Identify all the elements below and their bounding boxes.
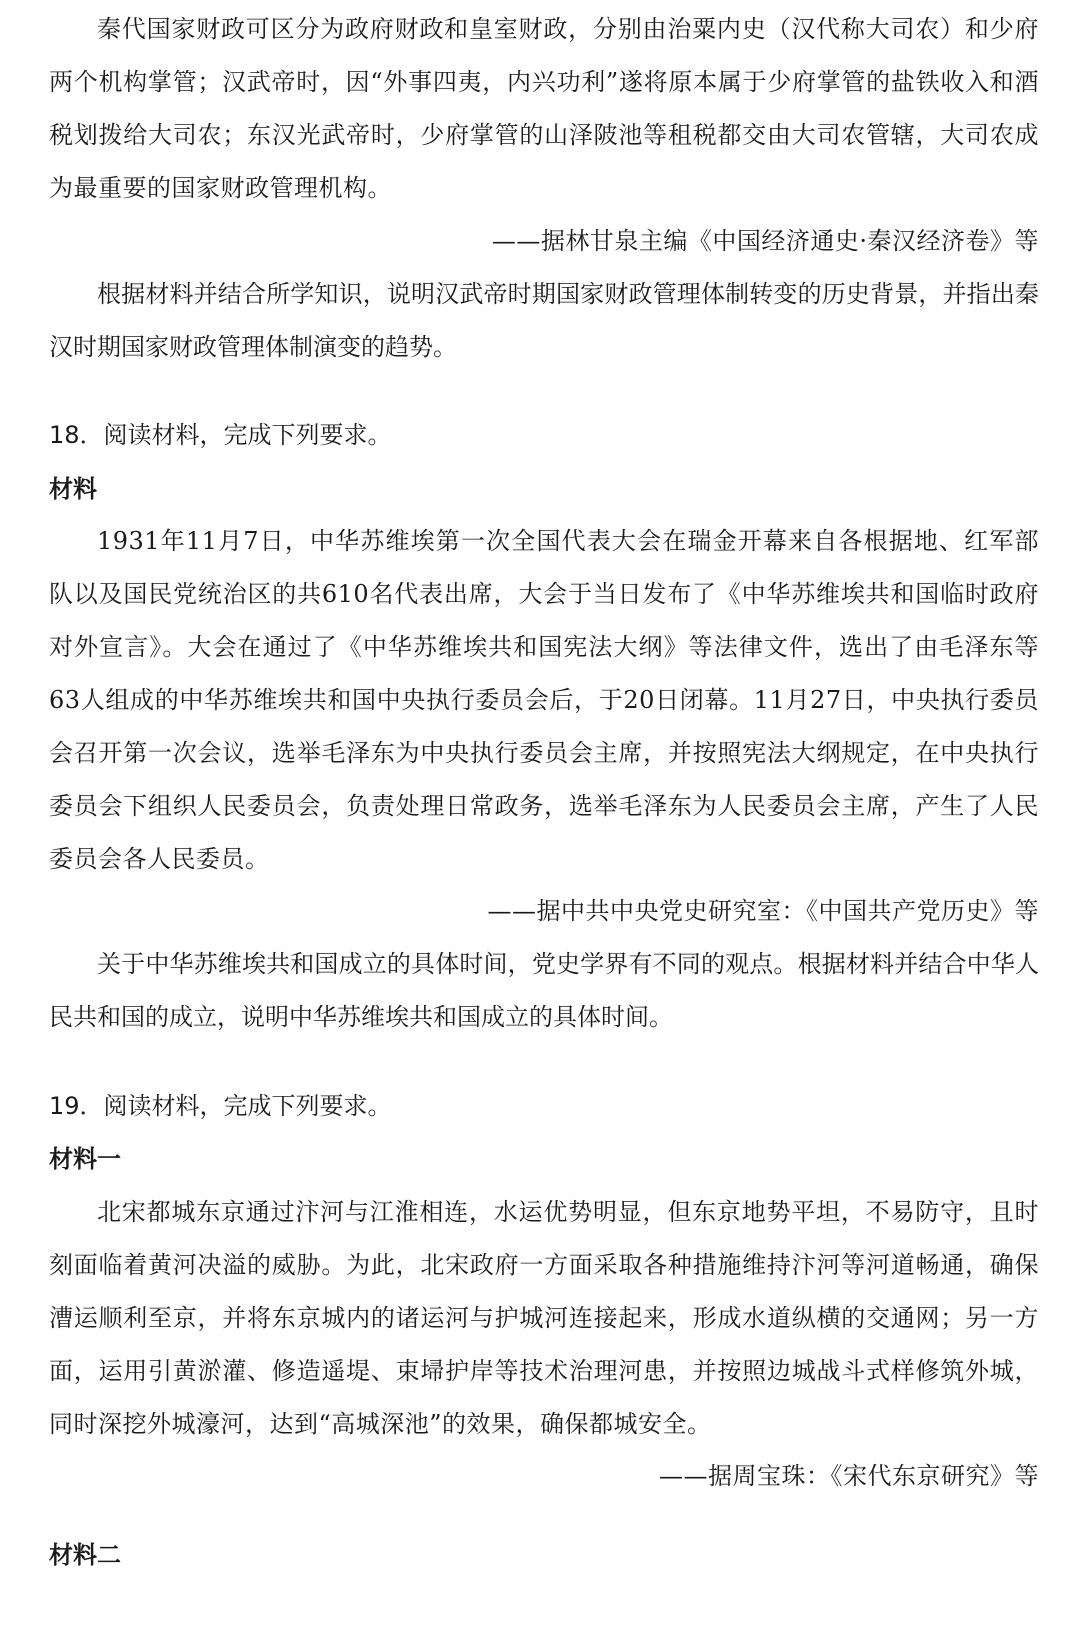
q18-heading: 18．阅读材料，完成下列要求。	[49, 421, 392, 449]
q18-task: 关于中华苏维埃共和国成立的具体时间，党史学界有不同的观点。根据材料并结合中华人民共和国的成立，说明中华苏维埃共和国成立的具体时间。	[49, 950, 1039, 1031]
q19-label1-block	[49, 1133, 1039, 1186]
q19-label2-block	[49, 1529, 1039, 1582]
q19-source1-block	[49, 1450, 1039, 1503]
q17-task: 根据材料并结合所学知识，说明汉武帝时期国家财政管理体制转变的历史背景，并指出秦汉时期国家财政管理体制演变的趋势。	[49, 280, 1039, 361]
q17-material	[49, 3, 1039, 215]
q18-task-block	[49, 938, 1039, 1044]
q19-material1-text: 北宋都城东京通过汴河与江淮相连，水运优势明显，但东京地势平坦，不易防守，且时刻面临着黄河决溢的威胁。为此，北宋政府一方面采取各种措施维持汴河等河道畅通，确保漕运顺利至京，并将东京城内的诸运河与护城河连接起来，形成水道纵横的交通网；另一方面，运用引黄淤灌、修造遥堤、束埽护岸等技术治理河患，并按照边城战斗式样修筑外城，同时深挖外城濠河，达到“高城深池”的效果，确保都城安全。	[49, 1198, 1039, 1438]
q19-material2-label: 材料二	[49, 1541, 121, 1569]
q19-material1	[49, 1186, 1039, 1451]
q18-material	[49, 515, 1039, 886]
q19-material1-label: 材料一	[49, 1145, 121, 1173]
q17-source: ——据林甘泉主编《中国经济通史·秦汉经济卷》等	[491, 227, 1039, 255]
q18-source-block	[49, 885, 1039, 938]
q18-material-text: 1931年11月7日，中华苏维埃第一次全国代表大会在瑞金开幕来自各根据地、红军部队以及国民党统治区的共610名代表出席，大会于当日发布了《中华苏维埃共和国临时政府对外宣言》。大会在通过了《中华苏维埃共和国宪法大纲》等法律文件，选出了由毛泽东等63人组成的中华苏维埃共和国中央执行委员会后，于20日闭幕。11月27日，中央执行委员会召开第一次会议，选举毛泽东为中央执行委员会主席，并按照宪法大纲规定，在中央执行委员会下组织人民委员会，负责处理日常政务，选举毛泽东为人民委员会主席，产生了人民委员会各人民委员。	[49, 527, 1039, 873]
q18-label-block	[49, 463, 1039, 516]
q19-heading: 19．阅读材料，完成下列要求。	[49, 1092, 392, 1120]
q17-source-block	[49, 215, 1039, 268]
q17-material-text: 秦代国家财政可区分为政府财政和皇室财政，分别由治粟内史（汉代称大司农）和少府两个机构掌管；汉武帝时，因“外事四夷，内兴功利”遂将原本属于少府掌管的盐铁收入和酒税划拨给大司农；东汉光武帝时，少府掌管的山泽陂池等租税都交由大司农管辖，大司农成为最重要的国家财政管理机构。	[49, 15, 1039, 202]
q18-material-label: 材料	[49, 475, 97, 503]
q18-heading-block	[49, 409, 1039, 462]
q19-source1: ——据周宝珠：《宋代东京研究》等	[659, 1462, 1039, 1490]
q18-source: ——据中共中央党史研究室：《中国共产党历史》等	[487, 897, 1039, 925]
q19-heading-block	[49, 1080, 1039, 1133]
q17-task-block	[49, 268, 1039, 374]
